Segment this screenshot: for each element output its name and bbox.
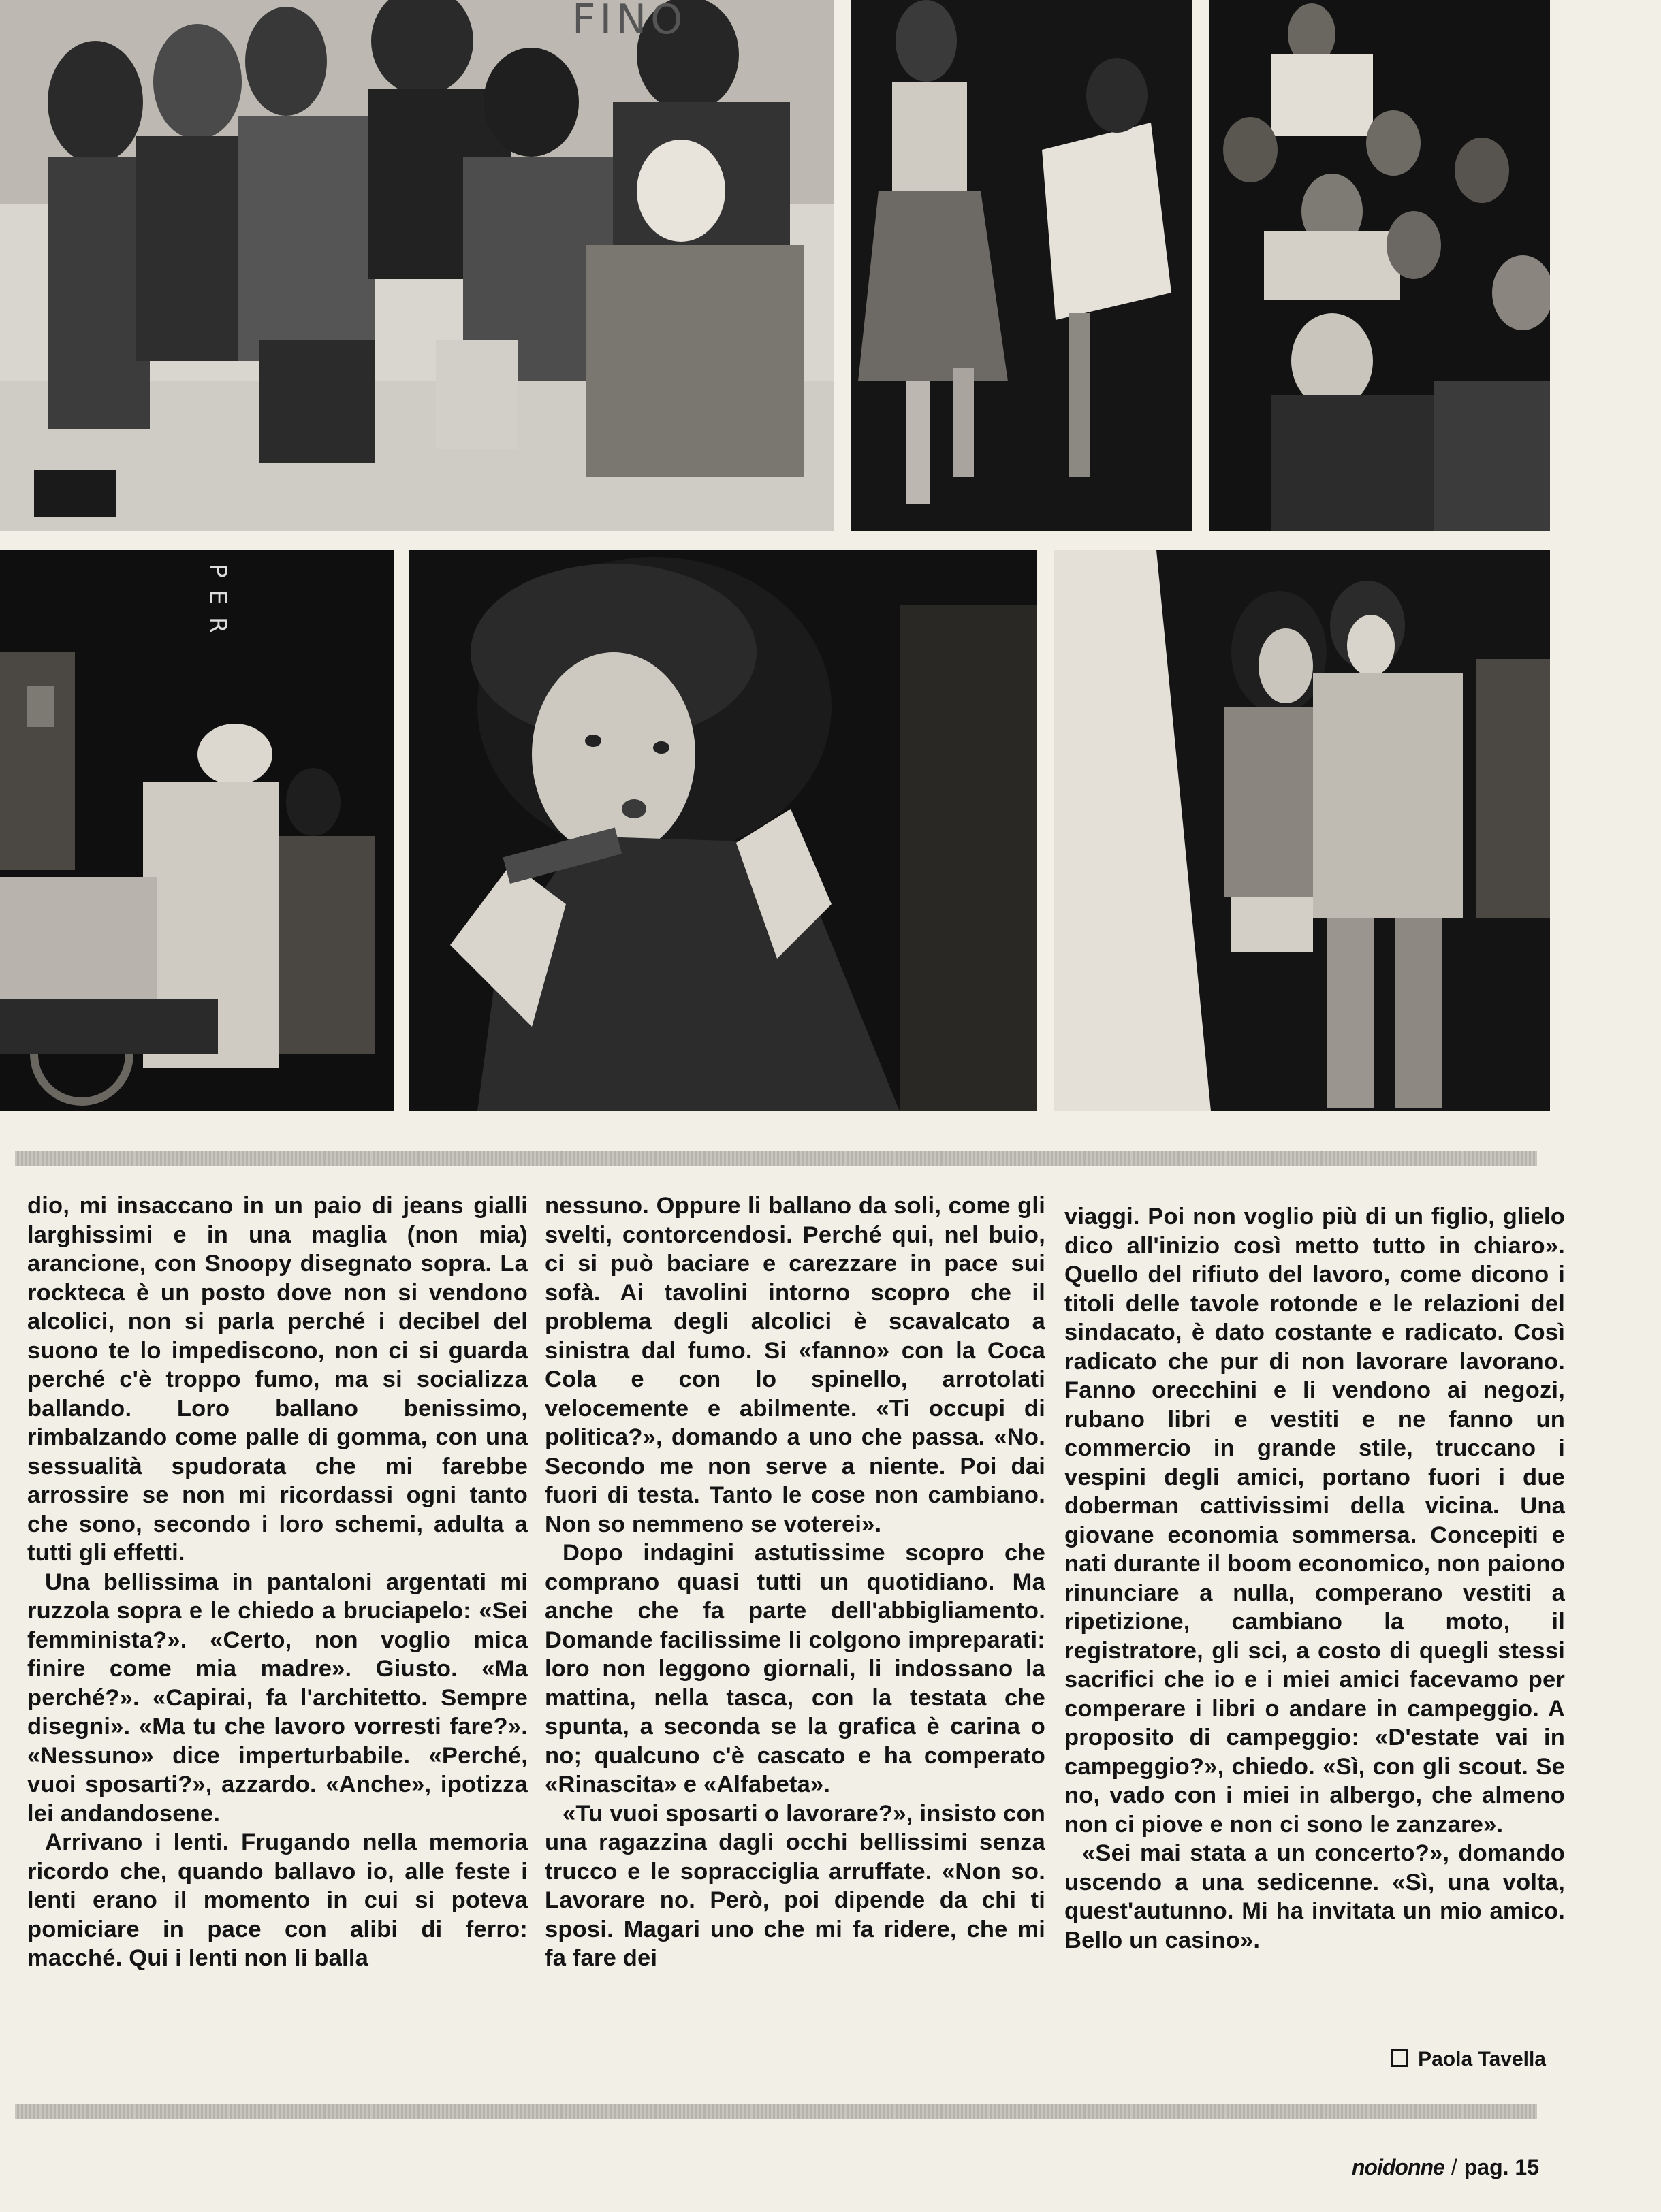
divider-bottom	[15, 2104, 1537, 2119]
graffiti-wall-text: FINO	[572, 0, 687, 44]
photo-couple-motorbike	[0, 550, 394, 1111]
author-byline	[1342, 2048, 1546, 2071]
paragraph: Una bellissima in pantaloni argentati mi ruzzola sopra e le chiedo a bruciapelo: «Sei femminista?». «Certo, non voglio mica finire come mia madre». Giusto. «Ma perché?». «Capirai, fa l'architetto. Sempre disegni». «Ma tu che lavoro vorresti fare?». «Nessuno» dice imperturbabile. «Perché, vuoi sposarti?», azzardo. «Anche», ipotizza lei andandosene.	[27, 1569, 528, 1827]
end-mark-square-icon	[1391, 2049, 1408, 2067]
paragraph: Arrivano i lenti. Frugando nella memoria ricordo che, quando ballavo io, alle feste i lenti erano il momento in cui si poteva pomiciare in pace con alibi di ferro: macché. Qui i lenti non li balla	[27, 1829, 528, 1971]
photo-girl-curly-hair	[409, 550, 1037, 1111]
magazine-name: noidonne	[1351, 2155, 1444, 2179]
footer-separator: /	[1451, 2155, 1457, 2179]
photo-couple-dancing	[1054, 550, 1550, 1111]
graffiti-vertical-text: PER	[204, 564, 232, 645]
paragraph: Dopo indagini astutissime scopro che comprano quasi tutti un quotidiano. Ma anche che fa parte dell'abbigliamento. Domande facilissime li colgono impreparati: loro non leggono giornali, li indossano la mattina, nella tasca, con la testata che spunta, a seconda se la grafica è carina o no; qualcuno c'è cascato e ha comperato «Rinascita» e «Alfabeta».	[545, 1540, 1045, 1797]
author-name: Paola Tavella	[1418, 2048, 1546, 2070]
divider-top	[15, 1151, 1537, 1166]
paragraph: «Tu vuoi sposarti o lavorare?», insisto con una ragazzina dagli occhi bellissimi senza trucco e le sopracciglia arruffate. «Non so. Lavorare no. Però, poi dipende da chi ti sposi. Magari uno che mi fa ridere, che mi fa fare dei	[545, 1800, 1045, 1971]
paragraph: nessuno. Oppure li ballano da soli, come gli svelti, contorcendosi. Perché qui, nel buio, ci si può baciare e carezzare in pace sui sofà. Ai tavolini intorno scopro che il problema degli alcolici è scavalcato a sinistra dal fumo. Si «fanno» con la Coca Cola e con lo spinello, arrotolati velocemente e abilmente. «Ti occupi di politica?», domando a uno che passa. «No. Secondo me non serve a niente. Poi dai fuori di testa. Tanto le cose non cambiano. Non so nemmeno se voterei».	[545, 1193, 1045, 1537]
paragraph: «Sei mai stata a un concerto?», domando uscendo a una sedicenne. «Sì, una volta, quest'autunno. Mi ha invitata un mio amico. Bello un casino».	[1064, 1840, 1565, 1953]
photo-group-laughing	[0, 0, 834, 531]
article-column-2	[545, 1191, 1045, 1973]
article-column-3	[1064, 1202, 1565, 1955]
paragraph: viaggi. Poi non voglio più di un figlio, glielo dico all'inizio così metto tutto in chiaro». Quello del rifiuto del lavoro, come dicono i titoli delle tavole rotonde e le relazioni del sindacato, è dato costante e radicato. Così radicato che pur di non lavorare lavorano. Fanno orecchini e li vendono ai negozi, rubano libri e vestiti e ne fanno un commercio in grande stile, truccano i vespini degli amici, portano fuori i due doberman cattivissimi della vicina. Una giovane economia sommersa. Concepiti e nati durante il boom economico, non paiono rinunciare a nulla, comperano vestiti a ripetizione, cambiano la moto, il registratore, gli sci, a costo di quegli stessi sacrifici che io e i miei amici facevamo per comperare i libri o andare in campeggio. A proposito di campeggio: «D'estate vai in campeggio?», chiedo. «Sì, con gli scout. Se no, vado con i miei in albergo, che almeno non ci piove e non ci sono le zanzare».	[1064, 1204, 1565, 1838]
article-column-1	[27, 1191, 528, 1973]
photo-girl-dancing-skirt	[851, 0, 1192, 531]
paragraph: dio, mi insaccano in un paio di jeans gialli larghissimi e in una maglia (non mia) arancione, con Snoopy disegnato sopra. La rockteca è un posto dove non si vendono alcolici, non si parla perché i decibel del suono te lo impediscono, non ci si guarda perché c'è troppo fumo, ma si socializza ballando. Loro ballano benissimo, rimbalzando come palle di gomma, con una sessualità spudorata che mi farebbe arrossire se non mi ricordassi ogni tanto che sono, secondo i loro schemi, adulta a tutti gli effetti.	[27, 1193, 528, 1566]
page-number: pag. 15	[1464, 2155, 1539, 2179]
page-footer	[1280, 2155, 1539, 2180]
photo-crowd-dancing	[1209, 0, 1550, 531]
